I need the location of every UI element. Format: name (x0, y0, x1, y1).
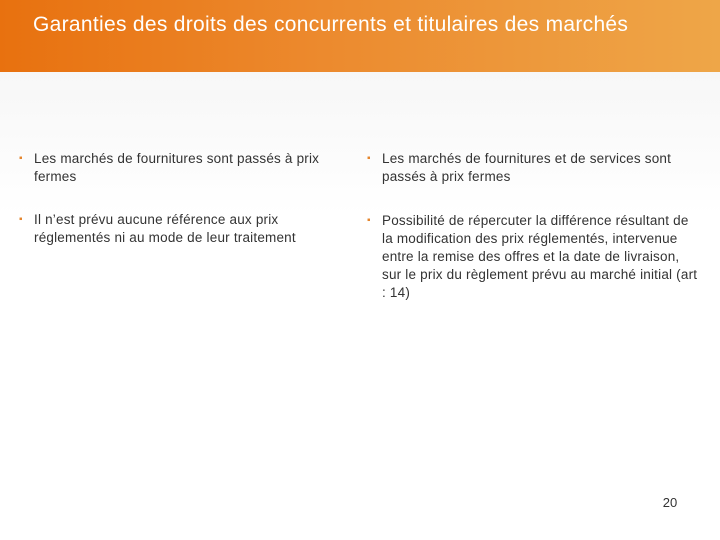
left-column (19, 150, 347, 272)
bullet-icon: ▪ (367, 215, 371, 226)
bullet-text: Les marchés de fournitures sont passés à prix fermes (34, 151, 320, 184)
bullet-item (19, 211, 347, 247)
bullet-text: Possibilité de répercuter la différence résultant de la modification des prix réglementés, intervenue entre la remise des offres et la date de livraison, sur le prix du règlement prévu au marché initial (art : 14) (382, 213, 698, 300)
bullet-text: Les marchés de fournitures et de services sont passés à prix fermes (382, 151, 672, 184)
page-number: 20 (662, 495, 678, 510)
bullet-item (367, 212, 701, 302)
bullet-icon: ▪ (19, 214, 23, 225)
bullet-icon: ▪ (367, 153, 371, 164)
right-column (367, 150, 701, 328)
slide-title: Garanties des droits des concurrents et titulaires des marchés (33, 13, 629, 36)
bullet-text: Il n’est prévu aucune référence aux prix réglementés ni au mode de leur traitement (34, 212, 296, 245)
bullet-icon: ▪ (19, 153, 23, 164)
bullet-item (19, 150, 347, 186)
bullet-item (367, 150, 701, 186)
title-bar (0, 0, 720, 72)
